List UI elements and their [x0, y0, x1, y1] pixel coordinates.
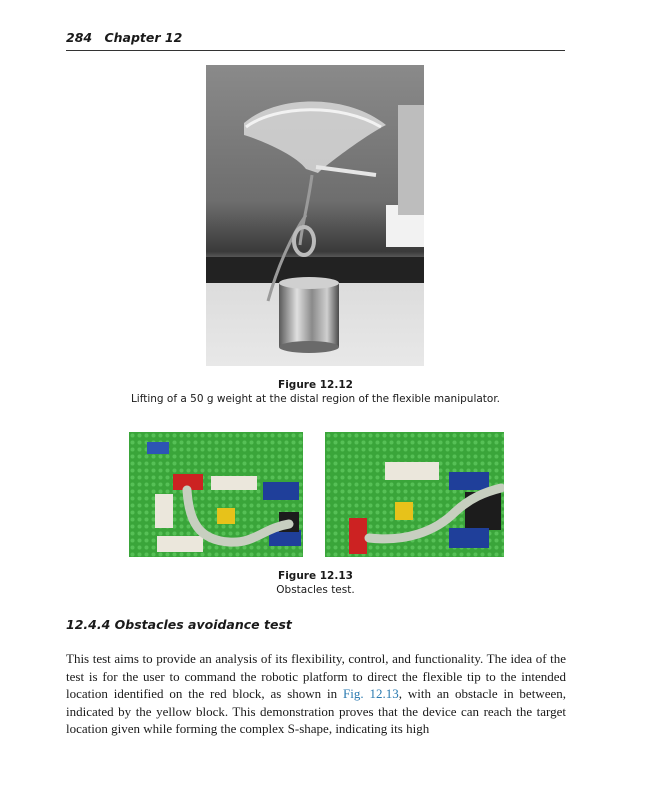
- figure-12-12-photo: [206, 65, 424, 366]
- running-header: [66, 30, 565, 51]
- body-paragraph: [66, 650, 566, 738]
- figure-12-13-caption: [66, 569, 565, 597]
- body-text-part: This test aims to provide an analysis of its flexibility, control, and functionality. The idea of the test is for the user to command the robotic platform to direct the flexible tip to the intended location identified on the red block, as shown in: [66, 651, 566, 701]
- chapter-label: Chapter 12: [104, 30, 183, 45]
- body-text-part: , with an obstacle in between, indicated by the yellow block. This demonstration proves that the device can reach the target location given while forming the complex S-shape, indicating its high: [66, 686, 566, 736]
- figure-12-13-right-photo: [325, 432, 504, 557]
- figure-12-13-left-photo: [129, 432, 303, 557]
- section-heading: 12.4.4 Obstacles avoidance test: [66, 617, 292, 632]
- figure-number: Figure 12.12: [278, 379, 353, 391]
- figure-12-12-caption: [66, 378, 565, 406]
- figure-link[interactable]: Fig. 12.13: [343, 686, 399, 701]
- figure-number: Figure 12.13: [278, 570, 353, 582]
- caption-text: Obstacles test.: [276, 584, 355, 596]
- page-number: 284: [66, 30, 93, 45]
- caption-text: Lifting of a 50 g weight at the distal region of the flexible manipulator.: [130, 393, 501, 405]
